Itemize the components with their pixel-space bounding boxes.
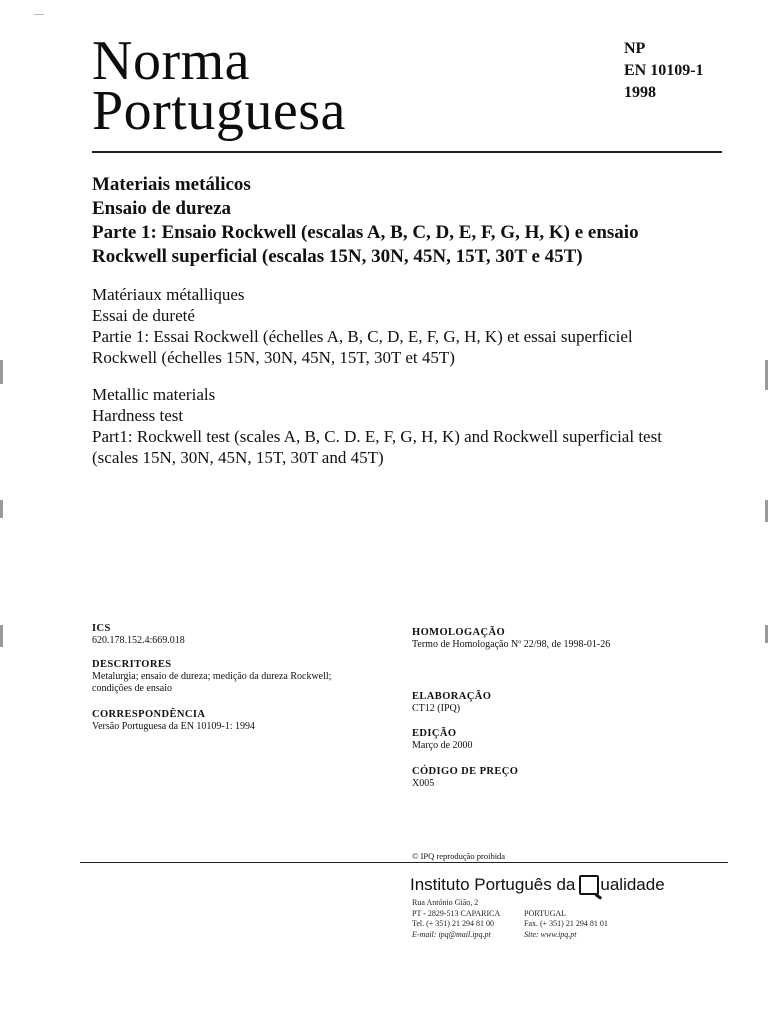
- title-french: [92, 284, 732, 368]
- institute-name-prefix: Instituto Português da: [410, 875, 576, 894]
- scan-mark: [0, 500, 3, 518]
- title-fr-line: Partie 1: Essai Rockwell (échelles A, B, C, D, E, F, G, H, K) et essai superficiel: [92, 327, 633, 346]
- title-line-portuguesa: Portuguesa: [92, 80, 346, 142]
- title-line-norma: Norma: [92, 30, 251, 92]
- codigo-preco-label: CÓDIGO DE PREÇO: [412, 765, 519, 777]
- institute-name-suffix: ualidade: [600, 875, 665, 894]
- standard-code: EN 10109-1: [624, 62, 704, 79]
- correspondencia-label: CORRESPONDÊNCIA: [92, 708, 206, 720]
- scan-mark: [0, 360, 3, 384]
- email-link[interactable]: E-mail: ipq@mail.ipq.pt: [412, 929, 491, 939]
- descritores-label: DESCRITORES: [92, 658, 172, 670]
- scan-mark: [34, 14, 44, 15]
- title-pt-line: Parte 1: Ensaio Rockwell (escalas A, B, C, D, E, F, G, H, K) e ensaio: [92, 222, 639, 243]
- standard-id-block: [624, 38, 704, 104]
- homologacao-value: Termo de Homologação Nº 22/98, de 1998-01-26: [412, 639, 611, 650]
- homologacao-label: HOMOLOGAÇÃO: [412, 627, 506, 638]
- institute-name: [410, 875, 665, 895]
- metadata-right: [412, 626, 742, 790]
- descritores-value: condições de ensaio: [92, 683, 172, 694]
- standard-year: 1998: [624, 84, 656, 101]
- descritores-value: Metalurgia; ensaio de dureza; medição da dureza Rockwell;: [92, 670, 332, 682]
- title-en-line: Metallic materials: [92, 385, 216, 404]
- edicao-label: EDIÇÃO: [412, 728, 457, 739]
- address-city: PT - 2829-513 CAPARICA: [412, 908, 501, 918]
- copyright-notice: © IPQ reprodução proibida: [412, 851, 506, 861]
- address-street: Rua António Gião, 2: [412, 898, 479, 907]
- website-link[interactable]: Site: www.ipq.pt: [524, 929, 577, 939]
- document-title: [92, 30, 346, 142]
- title-pt-line: Rockwell superficial (escalas 15N, 30N, 45N, 15T, 30T e 45T): [92, 246, 583, 267]
- edicao-value: Março de 2000: [412, 740, 473, 751]
- title-en-line: Part1: Rockwell test (scales A, B, C. D. E, F, G, H, K) and Rockwell superficial test: [92, 427, 662, 446]
- ics-label: ICS: [92, 623, 111, 634]
- footer-divider: [80, 862, 728, 863]
- np-label: NP: [624, 40, 646, 57]
- correspondencia-value: Versão Portuguesa da EN 10109-1: 1994: [92, 720, 256, 732]
- header-divider: [92, 151, 722, 153]
- fax: Fax. (+ 351) 21 294 81 01: [524, 919, 608, 928]
- institute-address: [412, 898, 644, 940]
- title-en-line: (scales 15N, 30N, 45N, 15T, 30T and 45T): [92, 448, 384, 467]
- title-pt-line: Ensaio de dureza: [92, 198, 232, 219]
- address-country: PORTUGAL: [524, 908, 567, 918]
- title-en-line: Hardness test: [92, 406, 184, 425]
- title-fr-line: Rockwell (échelles 15N, 30N, 45N, 15T, 30T et 45T): [92, 348, 455, 367]
- ipq-q-logo-icon: [579, 875, 599, 895]
- title-fr-line: Essai de dureté: [92, 306, 195, 325]
- title-pt-line: Materiais metálicos: [92, 174, 251, 195]
- telephone: Tel. (+ 351) 21 294 81 00: [412, 919, 494, 928]
- scan-mark: [0, 625, 3, 647]
- title-fr-line: Matériaux métalliques: [92, 285, 245, 304]
- elaboracao-label: ELABORAÇÃO: [412, 690, 492, 702]
- title-portuguese: [92, 173, 732, 269]
- codigo-preco-value: X005: [412, 777, 435, 789]
- metadata-left: [92, 622, 402, 733]
- elaboracao-value: CT12 (IPQ): [412, 702, 461, 714]
- ics-value: 620.178.152.4:669.018: [92, 635, 185, 646]
- title-english: [92, 384, 742, 468]
